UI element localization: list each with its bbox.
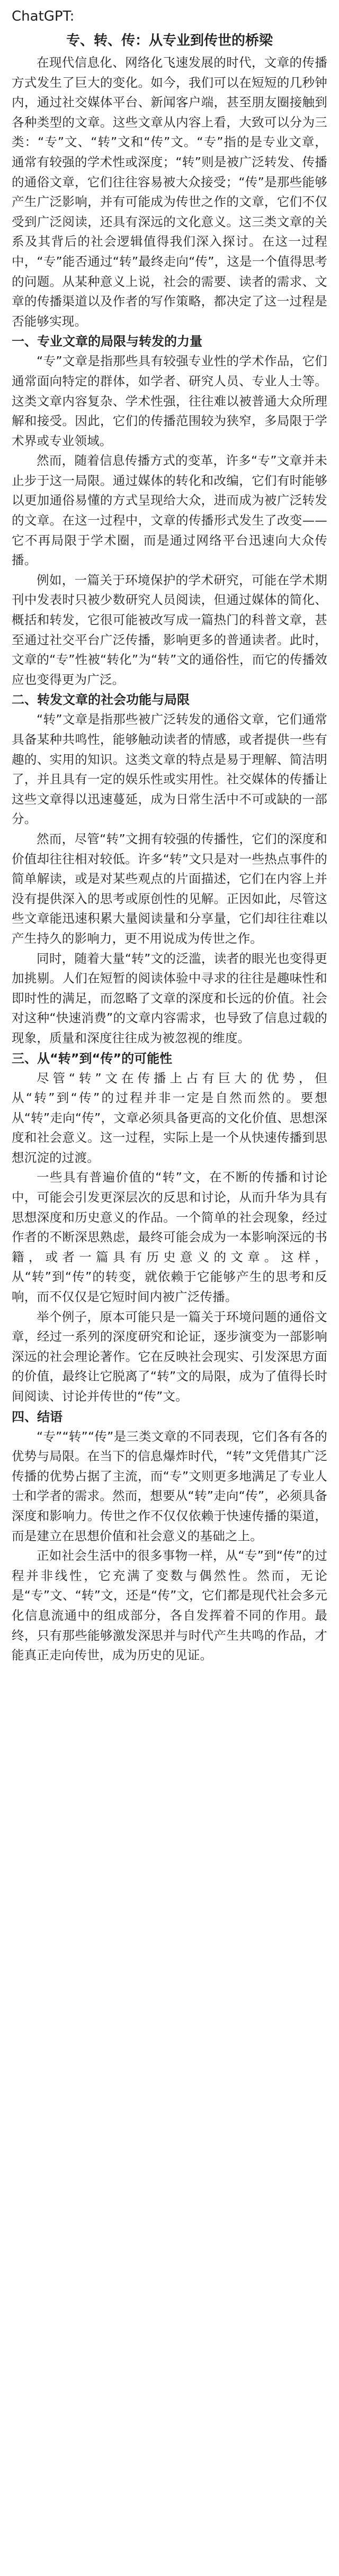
assistant-label: ChatGPT: — [12, 8, 75, 24]
section-heading-4: 四、结语 — [12, 1409, 63, 1424]
section-2-paragraph-2: 然而，尽管“转”文拥有较强的传播性，它们的深度和价值却往往相对较低。许多“转”文只是对一些热点事件的简单解读，或是对某些观点的片面描述，它们在内容上并没有提供深入的思考或原创性的见解。正因如此，尽管这些文章能迅速积累大量阅读量和分享量，它们却往往难以产生持久的影响力，更不用说成为传世之作。 — [12, 831, 327, 946]
section-heading-3: 三、从“转”到“传”的可能性 — [12, 1051, 173, 1066]
section-2-paragraph-1: “转”文章是指那些被广泛转发的通俗文章，它们通常具备某种共鸣性，能够触动读者的情感，或者提供一些有趣的、实用的知识。这类文章的特点是易于理解、简洁明了，并且具有一定的娱乐性或实用性。社交媒体的传播让这些文章得以迅速蔓延，成为日常生活中不可或缺的一部分。 — [12, 712, 327, 827]
section-heading-2: 二、转发文章的社会功能与局限 — [12, 692, 190, 708]
section-4-paragraph-1: “专”“转”“传”是三类文章的不同表现，它们各有各的优势与局限。在当下的信息爆炸时代，“转”文凭借其广泛传播的优势占据了主流，而“专”文则更多地满足了专业人士和学者的需求。然而，想要从“转”走向“传”，必须具备深度和影响力。传世之作不仅仅依赖于快速传播的渠道，而是建立在思想价值和社会意义的基础之上。 — [12, 1429, 327, 1543]
section-1-paragraph-1: “专”文章是指那些具有较强专业性的学术作品，它们通常面向特定的群体，如学者、研究人员、专业人士等。这类文章内容复杂、学术性强，往往难以被普通大众所理解和接受。因此，它们的传播范围较为狭窄，多局限于学术界或专业领域。 — [12, 354, 327, 448]
section-4-paragraph-2: 正如社会生活中的很多事物一样，从“专”到“传”的过程并非线性，它充满了变数与偶然性。然而，无论是“专”文、“转”文，还是“传”文，它们都是现代社会多元化信息流通中的组成部分，各自发挥着不同的作用。最终，只有那些能够激发深思并与时代产生共鸣的作品，才能真正走向传世，成为历史的见证。 — [12, 1548, 327, 1663]
section-3-paragraph-3: 举个例子，原本可能只是一篇关于环境问题的通俗文章，经过一系列的深度研究和论证，逐步演变为一部影响深远的社会理论著作。它在反映社会现实、引发深思方面的价值，最终让它脱离了“转”文的局限，成为了值得长时间阅读、讨论并传世的“传”文。 — [12, 1309, 327, 1404]
intro-paragraph: 在现代信息化、网络化飞速发展的时代，文章的传播方式发生了巨大的变化。如今，我们可以在短短的几秒钟内，通过社交媒体平台、新闻客户端，甚至朋友圈接触到各种类型的文章。这些文章从内容上看，大致可以分为三类：“专”文、“转”文和“传”文。“专”指的是专业文章，通常有较强的学术性或深度；“转”则是被广泛转发、传播的通俗文章，它们往往容易被大众接受；“传”是那些能够产生广泛影响，并有可能成为传世之作的文章，它们不仅受到广泛阅读，还具有深远的文化意义。这三类文章的关系及其背后的社会逻辑值得我们深入探讨。在这一过程中，“专”能否通过“转”最终走向“传”，这是一个值得思考的问题。从某种意义上说，社会的需要、读者的需求、文章的传播渠道以及作者的写作策略，都决定了这一过程是否能够实现。 — [12, 55, 327, 329]
section-2-paragraph-3: 同时，随着大量“转”文的泛滥，读者的眼光也变得更加挑剔。人们在短暂的阅读体验中寻求的往往是趣味性和即时性的满足，而忽略了文章的深度和长远的价值。社会对这种“快速消费”的文章内容需求，也导致了信息过载的现象，质量和深度往往成为被忽视的维度。 — [12, 951, 327, 1045]
section-3-paragraph-1: 尽管“转”文在传播上占有巨大的优势，但从“转”到“传”的过程并非一定是自然而然的。要想从“转”走向“传”，文章必须具备更高的文化价值、思想深度和社会意义。这一过程，实际上是一个从快速传播到思想沉淀的过渡。 — [12, 1070, 327, 1165]
section-3-paragraph-2: 一些具有普遍价值的“转”文，在不断的传播和讨论中，可能会引发更深层次的反思和讨论，从而升华为具有思想深度和历史意义的作品。一个简单的社会现象，经过作者的不断深思熟虑，最终可能会成为一本影响深远的书籍，或者一篇具有历史意义的文章。这样，从“转”到“传”的转变，就依赖于它能够产生的思考和反响，而不仅仅是它短时间内被广泛传播。 — [12, 1170, 327, 1305]
section-1-paragraph-3: 例如，一篇关于环境保护的学术研究，可能在学术期刊中发表时只被少数研究人员阅读，但通过媒体的简化、概括和转发，它很可能被改写成一篇热门的科普文章，甚至通过社交平台广泛传播，影响更多的普通读者。此时，文章的“专”性被“转化”为“转”文的通俗性，而它的传播效应也变得更为广泛。 — [12, 572, 327, 687]
article-title: 专、转、传：从专业到传世的桥梁 — [66, 33, 273, 49]
section-1-paragraph-2: 然而，随着信息传播方式的变革，许多“专”文章并未止步于这一局限。通过媒体的转化和改编，它们有时能够以更加通俗易懂的方式呈现给大众，进而成为被广泛转发的文章。在这一过程中，文章的传播形式发生了改变——它不再局限于学术圈，而是通过网络平台迅速向大众传播。 — [12, 453, 327, 568]
section-heading-1: 一、专业文章的局限与转发的力量 — [12, 334, 202, 349]
